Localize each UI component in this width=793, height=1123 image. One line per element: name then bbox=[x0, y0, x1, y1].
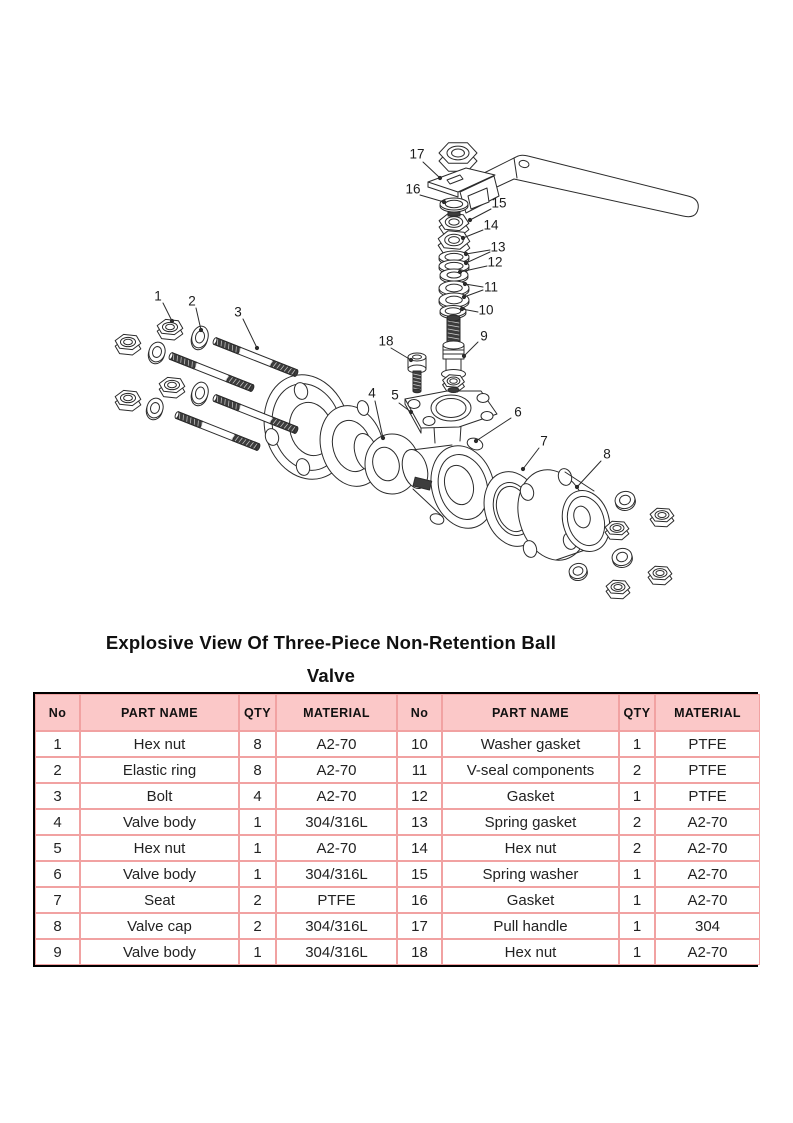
column-header: QTY bbox=[239, 694, 276, 731]
callout-label: 14 bbox=[483, 217, 499, 233]
table-cell: 2 bbox=[619, 835, 655, 861]
table-cell: 1 bbox=[619, 913, 655, 939]
stem-nut bbox=[439, 143, 477, 171]
table-cell: PTFE bbox=[655, 757, 760, 783]
callout-label: 16 bbox=[405, 181, 421, 197]
table-cell: 1 bbox=[619, 731, 655, 757]
column-header: No bbox=[35, 694, 80, 731]
table-cell: A2-70 bbox=[276, 835, 397, 861]
table-row bbox=[35, 757, 760, 783]
table-cell: 304/316L bbox=[276, 939, 397, 965]
callout-18 bbox=[378, 334, 412, 362]
table-cell: Hex nut bbox=[80, 731, 239, 757]
table-cell: 1 bbox=[35, 731, 80, 757]
table-cell: 4 bbox=[239, 783, 276, 809]
callout-7 bbox=[521, 434, 547, 471]
callout-label: 2 bbox=[188, 293, 196, 309]
table-cell: 1 bbox=[619, 887, 655, 913]
callout-label: 6 bbox=[514, 404, 522, 420]
table-cell: Valve body bbox=[80, 861, 239, 887]
table-row bbox=[35, 783, 760, 809]
figure-title-line2: Valve bbox=[306, 665, 356, 686]
column-header: MATERIAL bbox=[276, 694, 397, 731]
callout-label: 15 bbox=[491, 195, 507, 211]
table-cell: Seat bbox=[80, 887, 239, 913]
table-cell: Hex nut bbox=[80, 835, 239, 861]
table-cell: Gasket bbox=[442, 783, 619, 809]
column-header: QTY bbox=[619, 694, 655, 731]
washer-stack bbox=[438, 198, 470, 319]
table-cell: 4 bbox=[35, 809, 80, 835]
table-cell: 11 bbox=[397, 757, 442, 783]
table-cell: 2 bbox=[239, 887, 276, 913]
callout-label: 17 bbox=[409, 146, 425, 162]
callout-label: 10 bbox=[478, 302, 494, 318]
callout-label: 5 bbox=[391, 387, 399, 403]
figure-title-line1: Explosive View Of Three-Piece Non-Retention Ball bbox=[105, 632, 557, 653]
column-header: MATERIAL bbox=[655, 694, 760, 731]
table-cell: 13 bbox=[397, 809, 442, 835]
figure-title bbox=[0, 626, 662, 692]
table-cell: A2-70 bbox=[655, 809, 760, 835]
callout-label: 9 bbox=[480, 328, 488, 344]
table-cell: 2 bbox=[239, 913, 276, 939]
table-cell: A2-70 bbox=[276, 757, 397, 783]
mounting-plate bbox=[405, 391, 497, 433]
table-cell: 8 bbox=[239, 757, 276, 783]
table-cell: 14 bbox=[397, 835, 442, 861]
callout-3 bbox=[234, 305, 258, 350]
table-cell: 304/316L bbox=[276, 809, 397, 835]
table-row bbox=[35, 939, 760, 965]
callout-label: 8 bbox=[603, 446, 611, 462]
table-cell: A2-70 bbox=[655, 887, 760, 913]
valve-stem bbox=[442, 315, 466, 393]
column-header: PART NAME bbox=[442, 694, 619, 731]
table-cell: 1 bbox=[239, 809, 276, 835]
table-cell: 304 bbox=[655, 913, 760, 939]
table-cell: Pull handle bbox=[442, 913, 619, 939]
table-cell: 1 bbox=[239, 861, 276, 887]
table-cell: 7 bbox=[35, 887, 80, 913]
table-cell: Spring gasket bbox=[442, 809, 619, 835]
table-cell: Gasket bbox=[442, 887, 619, 913]
table-cell: PTFE bbox=[655, 731, 760, 757]
table-cell: A2-70 bbox=[276, 731, 397, 757]
table-cell: 9 bbox=[35, 939, 80, 965]
table-cell: 15 bbox=[397, 861, 442, 887]
callout-8 bbox=[575, 447, 610, 489]
callout-label: 13 bbox=[490, 239, 506, 255]
table-cell: A2-70 bbox=[655, 939, 760, 965]
column-header: PART NAME bbox=[80, 694, 239, 731]
callout-label: 1 bbox=[154, 288, 162, 304]
callout-2 bbox=[188, 294, 202, 332]
table-cell: Valve body bbox=[80, 809, 239, 835]
table-cell: 304/316L bbox=[276, 913, 397, 939]
table-cell: PTFE bbox=[655, 783, 760, 809]
table-cell: V-seal components bbox=[442, 757, 619, 783]
callout-label: 7 bbox=[540, 433, 548, 449]
table-row bbox=[35, 887, 760, 913]
left-fasteners bbox=[115, 319, 211, 421]
table-cell: Hex nut bbox=[442, 835, 619, 861]
table-cell: 2 bbox=[619, 809, 655, 835]
table-row bbox=[35, 809, 760, 835]
table-cell: Bolt bbox=[80, 783, 239, 809]
table-cell: 5 bbox=[35, 835, 80, 861]
table-cell: Washer gasket bbox=[442, 731, 619, 757]
table-cell: 17 bbox=[397, 913, 442, 939]
table-cell: 18 bbox=[397, 939, 442, 965]
callout-label: 18 bbox=[378, 333, 394, 349]
table-cell: A2-70 bbox=[655, 835, 760, 861]
table-cell: Hex nut bbox=[442, 939, 619, 965]
table-cell: 3 bbox=[35, 783, 80, 809]
table-cell: Elastic ring bbox=[80, 757, 239, 783]
table-cell: A2-70 bbox=[655, 861, 760, 887]
parts-table-frame bbox=[33, 692, 758, 967]
table-row bbox=[35, 835, 760, 861]
table-row bbox=[35, 731, 760, 757]
table-row bbox=[35, 913, 760, 939]
table-cell: 12 bbox=[397, 783, 442, 809]
table-cell: 1 bbox=[619, 939, 655, 965]
table-cell: 10 bbox=[397, 731, 442, 757]
callout-label: 4 bbox=[368, 385, 376, 401]
table-cell: 1 bbox=[619, 783, 655, 809]
callout-9 bbox=[462, 329, 487, 358]
parts-table bbox=[35, 694, 760, 965]
table-cell: 1 bbox=[239, 835, 276, 861]
table-cell: PTFE bbox=[276, 887, 397, 913]
table-cell: 8 bbox=[239, 731, 276, 757]
table-cell: 16 bbox=[397, 887, 442, 913]
header-row bbox=[35, 694, 760, 731]
column-header: No bbox=[397, 694, 442, 731]
table-cell: 2 bbox=[35, 757, 80, 783]
table-cell: 2 bbox=[619, 757, 655, 783]
table-cell: 6 bbox=[35, 861, 80, 887]
table-cell: Spring washer bbox=[442, 861, 619, 887]
table-cell: Valve body bbox=[80, 939, 239, 965]
callout-label: 11 bbox=[483, 279, 499, 295]
callout-label: 3 bbox=[234, 304, 242, 320]
table-cell: A2-70 bbox=[276, 783, 397, 809]
callout-1 bbox=[154, 289, 173, 323]
table-cell: 1 bbox=[619, 861, 655, 887]
callout-17 bbox=[409, 147, 441, 180]
table-row bbox=[35, 861, 760, 887]
table-cell: 1 bbox=[239, 939, 276, 965]
table-cell: 8 bbox=[35, 913, 80, 939]
callout-label: 12 bbox=[487, 254, 503, 270]
table-cell: Valve cap bbox=[80, 913, 239, 939]
table-cell: 304/316L bbox=[276, 861, 397, 887]
